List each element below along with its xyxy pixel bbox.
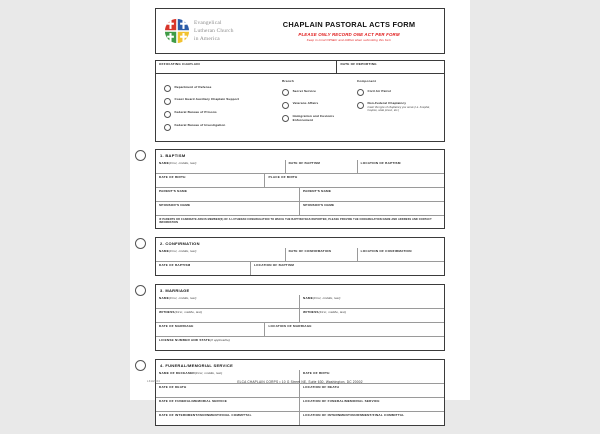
field-date-of-internment-inurnment-final-committal[interactable] bbox=[156, 412, 300, 425]
field-witness[interactable] bbox=[300, 309, 444, 322]
field-hint: (First, middle, last) bbox=[174, 310, 203, 315]
org-line-2: Lutheran Church bbox=[194, 27, 234, 34]
option-label: Veterans Affairs bbox=[292, 101, 319, 106]
field-row bbox=[156, 295, 444, 309]
option-secret-service[interactable] bbox=[282, 89, 349, 96]
option-label: Civil Air Patrol bbox=[367, 88, 392, 93]
form-subtitle-secondary: Keep in mind OPSEC and HIPAA when submitting this form bbox=[306, 37, 392, 42]
field-row bbox=[156, 412, 444, 425]
field-hint: (First, middle, last) bbox=[169, 161, 197, 166]
option-label: Immigration and Customs Enforcement bbox=[292, 114, 335, 123]
option-veterans-affairs[interactable] bbox=[282, 101, 349, 108]
field-date-of-death[interactable] bbox=[156, 384, 300, 397]
field-license-number-and-state[interactable] bbox=[156, 337, 444, 350]
section-field-grid bbox=[155, 248, 445, 276]
field-location-of-confirmation[interactable] bbox=[358, 248, 444, 261]
section-1-baptism bbox=[155, 149, 445, 229]
field-date-of-marriage[interactable] bbox=[156, 323, 265, 336]
option-federal-bureau-of-investigation[interactable] bbox=[164, 123, 274, 130]
section-heading: 4. FUNERAL/MEMORIAL SERVICE bbox=[155, 359, 445, 370]
field-row bbox=[156, 323, 444, 337]
field-label: WITNESS(First, middle, last) bbox=[159, 310, 203, 315]
org-line-1: Evangelical bbox=[194, 19, 222, 26]
field-label: LOCATION OF FUNERAL/MEMORIAL SERVICE bbox=[303, 399, 380, 404]
logo-block bbox=[156, 18, 268, 44]
section-radio-icon[interactable] bbox=[135, 238, 146, 249]
elca-logo-icon bbox=[164, 18, 190, 44]
field-label: WITNESS(First, middle, last) bbox=[303, 310, 347, 315]
field-row bbox=[156, 160, 444, 174]
radio-icon[interactable] bbox=[282, 89, 289, 96]
field-label: NAME(First, middle, last) bbox=[159, 161, 197, 166]
field-label: DATE OF CONFIRMATION bbox=[288, 249, 332, 254]
field-row bbox=[156, 337, 444, 350]
field-row bbox=[156, 248, 444, 262]
field-hint: (if applicable) bbox=[210, 338, 231, 343]
field-row bbox=[156, 188, 444, 202]
field-place-of-birth[interactable] bbox=[265, 174, 444, 187]
field-hint: (First, middle, last) bbox=[169, 249, 197, 254]
field-label: DATE OF BAPTISM bbox=[159, 263, 191, 268]
radio-icon[interactable] bbox=[164, 98, 171, 105]
field-label: DATE OF BAPTISM bbox=[288, 161, 321, 166]
section-4-funeral-memorial-service bbox=[155, 359, 445, 426]
title-block bbox=[268, 20, 444, 42]
section-radio-icon[interactable] bbox=[135, 285, 146, 296]
org-line-3: in America bbox=[194, 36, 220, 43]
field-parent-s-name[interactable] bbox=[300, 188, 444, 201]
option-department-of-defense[interactable] bbox=[164, 85, 274, 92]
officiating-chaplain-label: OFFICIATING CHAPLAIN bbox=[159, 62, 200, 66]
section-heading: 1. BAPTISM bbox=[155, 149, 445, 160]
field-hint: (First, middle, last) bbox=[318, 310, 347, 315]
field-parent-s-name[interactable] bbox=[156, 188, 300, 201]
option-column-agency bbox=[156, 79, 274, 136]
field-row bbox=[156, 384, 444, 398]
officiating-header-row bbox=[156, 61, 444, 73]
field-row bbox=[156, 398, 444, 412]
field-label: NAME(First, middle, last) bbox=[159, 296, 197, 301]
field-label: DATE OF FUNERAL/MEMORIAL SERVICE bbox=[159, 399, 228, 404]
field-location-of-baptism[interactable] bbox=[251, 262, 444, 275]
field-sponsor-s-name[interactable] bbox=[156, 202, 300, 215]
field-label: DATE OF INTERNMENT/INURNMENT/FINAL COMMITTAL bbox=[159, 413, 252, 418]
field-label: LOCATION OF BAPTISM bbox=[360, 161, 401, 166]
section-field-grid bbox=[155, 370, 445, 426]
option-note: Insert the type of chaplaincy you serve (i.e. hospital, hospice, state prison, etc.) bbox=[367, 105, 430, 113]
option-label: Coast Guard Auxiliary Chaplain Support bbox=[174, 97, 240, 102]
section-heading: 2. CONFIRMATION bbox=[155, 237, 445, 248]
org-name bbox=[194, 19, 234, 43]
field-hint: (First, middle, last) bbox=[313, 296, 341, 301]
radio-icon[interactable] bbox=[357, 102, 364, 109]
field-row bbox=[156, 174, 444, 188]
field-label: DATE OF MARRIAGE bbox=[159, 324, 194, 329]
field-name[interactable] bbox=[156, 295, 300, 308]
document-page bbox=[130, 0, 470, 418]
field-sponsor-s-name[interactable] bbox=[300, 202, 444, 215]
form-sheet bbox=[155, 8, 445, 434]
field-date-of-birth[interactable] bbox=[156, 174, 265, 187]
radio-icon[interactable] bbox=[164, 85, 171, 92]
field-name[interactable] bbox=[300, 295, 444, 308]
option-label: Federal Bureau of Prisons bbox=[174, 110, 217, 115]
footer-address: ELCA CHAPLAIN CORPS • 10 G Street NE, Suite 630, Washington, DC 20002 bbox=[237, 380, 363, 384]
form-header bbox=[155, 8, 445, 54]
option-coast-guard-auxiliary[interactable] bbox=[164, 97, 274, 104]
form-sections bbox=[155, 149, 445, 426]
field-location-of-death[interactable] bbox=[300, 384, 444, 397]
field-label: NAME(First, middle, last) bbox=[159, 249, 197, 254]
field-label: PARENT'S NAME bbox=[303, 189, 332, 194]
section-note: IF PARENTS OR CANDIDATE ARE/IS MEMBER(S) OF A LUTHERAN CONGREGATION TO WHICH THE BAPTISM WAS REPORTED, PLEASE PROVIDE THE CONGREGATION NAME AND ADDRESS AND CONTACT INFORMATION bbox=[159, 218, 432, 225]
field-label: LOCATION OF CONFIRMATION bbox=[360, 249, 412, 254]
form-subtitle: PLEASE ONLY RECORD ONE ACT PER FORM bbox=[298, 31, 400, 37]
field-label: LOCATION OF MARRIAGE bbox=[268, 324, 312, 329]
field-row bbox=[156, 262, 444, 275]
field-location-of-marriage[interactable] bbox=[265, 323, 444, 336]
section-heading: 3. MARRIAGE bbox=[155, 284, 445, 295]
option-label: Non-Federal Chaplaincy Insert the type of chaplaincy you serve (i.e. hospital, hospice, state prison, etc.) bbox=[367, 101, 438, 113]
section-field-grid bbox=[155, 295, 445, 351]
field-label: DATE OF BIRTH bbox=[303, 371, 330, 376]
option-label: Federal Bureau of Investigation bbox=[174, 123, 226, 128]
field-label: PLACE OF BIRTH bbox=[268, 175, 298, 180]
field-label: LOCATION OF INTERNMENT/INURNMENT/FINAL COMMITTAL bbox=[303, 413, 405, 418]
date-of-reporting-field[interactable] bbox=[337, 61, 444, 73]
page-title: CHAPLAIN PASTORAL ACTS FORM bbox=[282, 20, 416, 30]
option-column-branch bbox=[274, 79, 349, 136]
radio-icon[interactable] bbox=[357, 89, 364, 96]
field-label: LICENSE NUMBER AND STATE(if applicable) bbox=[159, 338, 231, 343]
field-label: PARENT'S NAME bbox=[159, 189, 188, 194]
field-label: SPONSOR'S NAME bbox=[159, 203, 191, 208]
field-date-of-baptism[interactable] bbox=[156, 262, 251, 275]
field-location-of-internment-inurnment-final-committal[interactable] bbox=[300, 412, 444, 425]
field-label: NAME OF DECEASED(First, middle, last) bbox=[159, 371, 223, 376]
radio-icon[interactable] bbox=[282, 115, 289, 122]
officiating-chaplain-field[interactable] bbox=[156, 61, 337, 73]
date-of-reporting-label: DATE OF REPORTING bbox=[340, 62, 377, 66]
option-non-federal-chaplaincy[interactable] bbox=[357, 101, 438, 113]
field-date-of-funeral-memorial-service[interactable] bbox=[156, 398, 300, 411]
field-label: SPONSOR'S NAME bbox=[303, 203, 335, 208]
field-hint: (First, middle, last) bbox=[194, 371, 223, 376]
field-label: DATE OF BIRTH bbox=[159, 175, 186, 180]
section-radio-icon[interactable] bbox=[135, 360, 146, 371]
column-heading-branch: Branch bbox=[282, 79, 294, 83]
section-field-grid bbox=[155, 160, 445, 229]
field-location-of-baptism[interactable] bbox=[358, 160, 444, 173]
revision-code: LKH2024 bbox=[147, 379, 161, 383]
section-2-confirmation bbox=[155, 237, 445, 276]
option-label: Secret Service bbox=[292, 88, 317, 93]
field-date-of-baptism[interactable] bbox=[286, 160, 358, 173]
section-radio-icon[interactable] bbox=[135, 150, 146, 161]
field-witness[interactable] bbox=[156, 309, 300, 322]
option-immigration-customs-enforcement[interactable] bbox=[282, 114, 349, 122]
section-3-marriage bbox=[155, 284, 445, 351]
field-label: LOCATION OF BAPTISM bbox=[254, 263, 295, 268]
field-label: LOCATION OF DEATH bbox=[303, 385, 340, 390]
field-row bbox=[156, 309, 444, 323]
option-federal-bureau-of-prisons[interactable] bbox=[164, 110, 274, 117]
field-label: NAME(First, middle, last) bbox=[303, 296, 341, 301]
officiating-options bbox=[156, 73, 444, 141]
radio-icon[interactable] bbox=[282, 102, 289, 109]
field-hint: (First, middle, last) bbox=[169, 296, 197, 301]
field-label: DATE OF DEATH bbox=[159, 385, 187, 390]
officiating-chaplain-block bbox=[155, 60, 445, 142]
field-location-of-funeral-memorial-service[interactable] bbox=[300, 398, 444, 411]
option-column-component bbox=[349, 79, 444, 136]
field-row bbox=[156, 202, 444, 216]
option-label: Department of Defense bbox=[174, 84, 212, 89]
radio-icon[interactable] bbox=[164, 111, 171, 118]
field-date-of-confirmation[interactable] bbox=[286, 248, 358, 261]
field-name[interactable] bbox=[156, 248, 286, 261]
column-heading-component: Component bbox=[356, 79, 376, 83]
field-row-note bbox=[156, 216, 444, 228]
option-civil-air-patrol[interactable] bbox=[357, 89, 438, 96]
radio-icon[interactable] bbox=[164, 124, 171, 131]
field-name[interactable] bbox=[156, 160, 286, 173]
